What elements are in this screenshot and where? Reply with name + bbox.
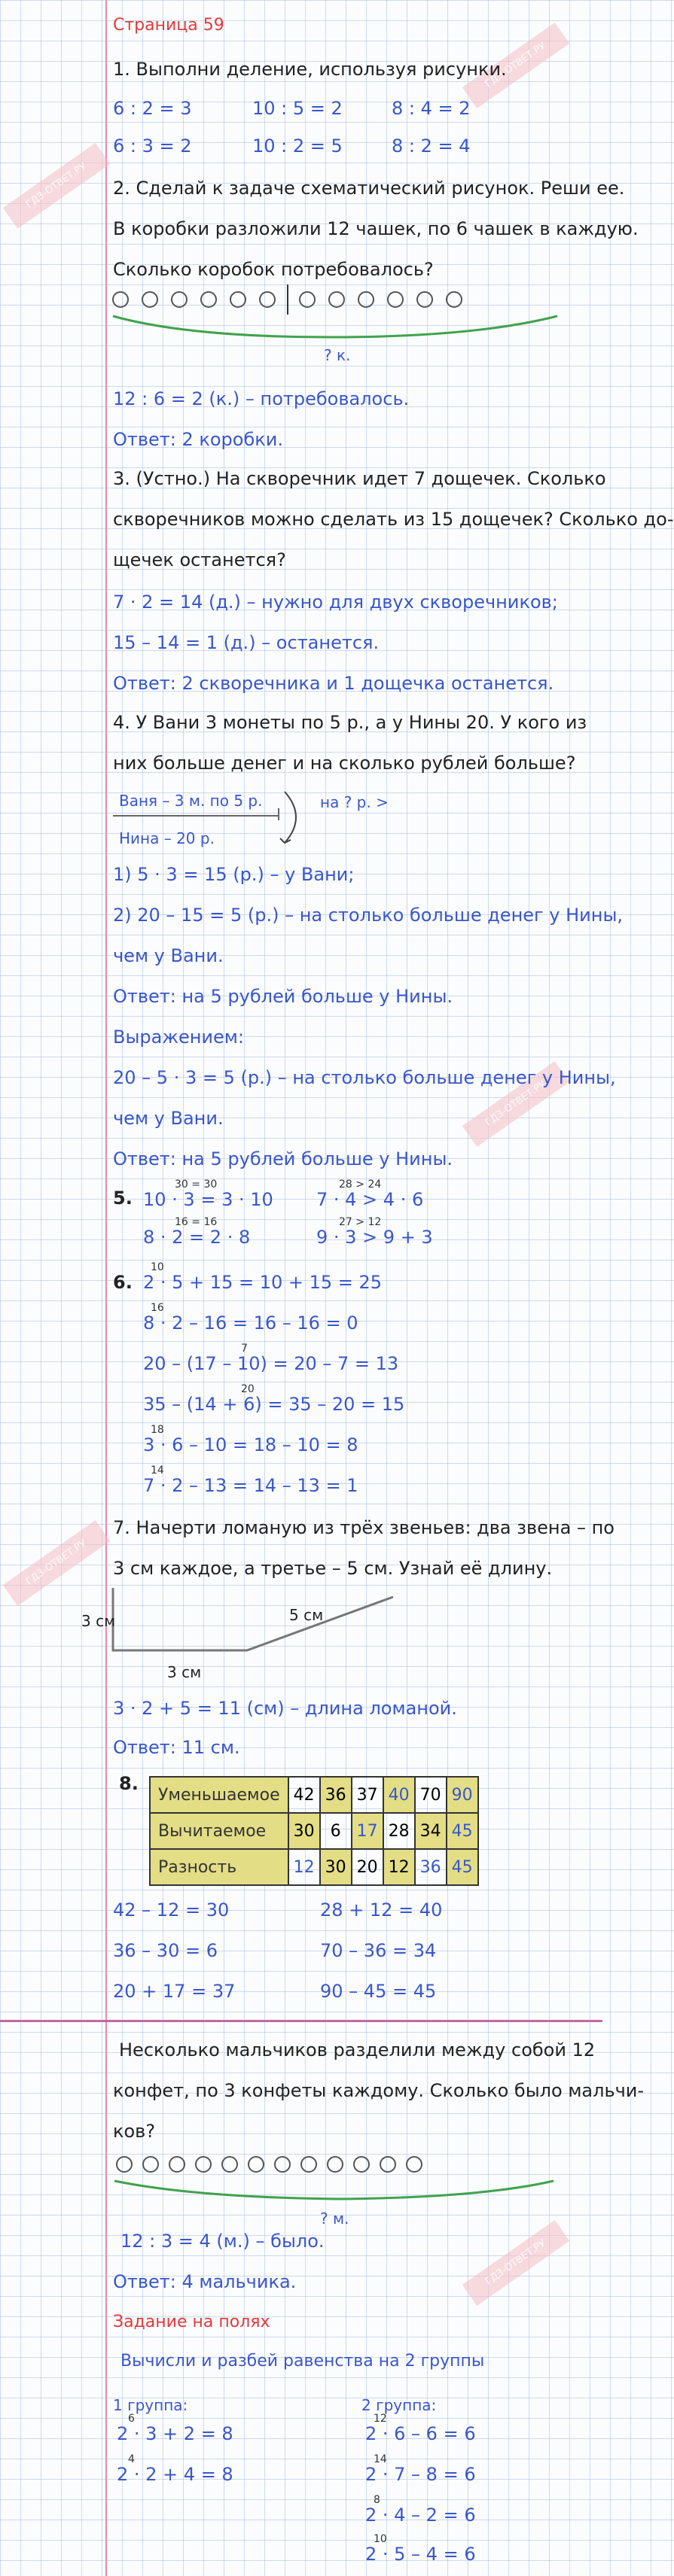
task1-title: 1. Выполни деление, используя рисунки. <box>113 59 507 80</box>
task5-expr: 7 · 4 > 4 · 6 <box>316 1189 424 1210</box>
task4-solution: чем у Вани. <box>113 945 224 966</box>
task8-calc: 90 – 45 = 45 <box>320 1981 437 2002</box>
scheme-nina: Нина – 20 р. <box>119 829 215 847</box>
table-cell: 70 <box>415 1777 447 1813</box>
task2-text: 2. Сделай к задаче схематический рисунок. Реши ее. <box>113 178 625 199</box>
group2-expr: 2 · 4 – 2 = 6 <box>365 2505 476 2526</box>
page-title: Страница 59 <box>113 16 224 35</box>
group1-title: 1 группа: <box>113 2396 188 2414</box>
group2-title: 2 группа: <box>361 2396 437 2414</box>
task3-text: скворечников можно сделать из 15 дощечек? Сколько до- <box>113 509 674 530</box>
table-cell: 20 <box>352 1849 383 1885</box>
task8-calc: 36 – 30 = 6 <box>113 1940 218 1961</box>
watermark: ГДЗ-ОТВЕТ.РУ <box>3 143 110 229</box>
group1-expr: 2 · 2 + 4 = 8 <box>117 2464 233 2485</box>
task7-text: 7. Начерти ломаную из трёх звеньев: два звена – по <box>113 1517 615 1538</box>
task3-text: щечек останется? <box>113 549 286 570</box>
task5-note: 28 > 24 <box>339 1179 382 1191</box>
task6-expr: 2 · 5 + 15 = 10 + 15 = 25 <box>143 1272 383 1293</box>
watermark: ГДЗ-ОТВЕТ.РУ <box>462 23 569 108</box>
margin-task-subtitle: Вычисли и разбей равенства на 2 группы <box>120 2352 485 2371</box>
brace-label: ? к. <box>324 346 351 364</box>
segment-label: 5 см <box>289 1606 324 1624</box>
table-cell: 30 <box>320 1849 352 1885</box>
task4-solution: 2) 20 – 15 = 5 (р.) – на столько больше денег у Нины, <box>113 905 624 926</box>
watermark: ГДЗ-ОТВЕТ.РУ <box>462 2220 569 2306</box>
task1-cell: 10 : 5 = 2 <box>252 98 343 119</box>
group-note: 4 <box>128 2453 135 2465</box>
extra-text: конфет, по 3 конфеты каждому. Сколько было мальчи- <box>113 2080 645 2101</box>
task5-number: 5. <box>113 1188 133 1209</box>
task6-note: 18 <box>151 1424 164 1436</box>
task8-calc: 42 – 12 = 30 <box>113 1899 230 1921</box>
task6-note: 10 <box>151 1261 164 1273</box>
task6-note: 20 <box>241 1383 255 1395</box>
group-note: 10 <box>374 2533 387 2545</box>
task1-cell: 10 : 2 = 5 <box>252 135 343 157</box>
task3-solution: 7 · 2 = 14 (д.) – нужно для двух скворечников; <box>113 592 558 613</box>
table-row <box>150 1813 478 1849</box>
task6-note: 7 <box>241 1343 248 1355</box>
watermark: ГДЗ-ОТВЕТ.РУ <box>3 1520 110 1606</box>
group-note: 14 <box>374 2453 387 2465</box>
table-cell: 40 <box>383 1777 415 1813</box>
task2-answer: Ответ: 2 коробки. <box>113 429 283 450</box>
extra-answer: Ответ: 4 мальчика. <box>113 2271 297 2292</box>
task8-calc: 70 – 36 = 34 <box>320 1940 437 1961</box>
task3-solution: 15 – 14 = 1 (д.) – останется. <box>113 632 380 653</box>
table-row <box>150 1849 478 1885</box>
table-cell: 12 <box>288 1849 320 1885</box>
group-note: 8 <box>374 2494 380 2506</box>
task5-note: 27 > 12 <box>339 1216 382 1228</box>
task7-solution: 3 · 2 + 5 = 11 (см) – длина ломаной. <box>113 1698 457 1719</box>
group1-expr: 2 · 3 + 2 = 8 <box>117 2423 233 2444</box>
table-cell: 42 <box>288 1777 320 1813</box>
task8-calc: 28 + 12 = 40 <box>320 1899 443 1921</box>
task4-solution: 1) 5 · 3 = 15 (р.) – у Вани; <box>113 864 355 885</box>
task8-calc: 20 + 17 = 37 <box>113 1981 236 2002</box>
task3-answer: Ответ: 2 скворечника и 1 дощечка останется. <box>113 673 554 694</box>
group2-expr: 2 · 6 – 6 = 6 <box>365 2423 476 2444</box>
table-cell: 36 <box>320 1777 352 1813</box>
task6-expr: 7 · 2 – 13 = 14 – 13 = 1 <box>143 1475 358 1496</box>
task5-note: 16 = 16 <box>175 1216 218 1228</box>
task4-solution: чем у Вани. <box>113 1108 224 1129</box>
watermark: ГДЗ-ОТВЕТ.РУ <box>462 1061 569 1147</box>
segment-label: 3 см <box>81 1612 116 1630</box>
task1-cell: 6 : 3 = 2 <box>113 135 192 157</box>
table-cell: 34 <box>415 1813 447 1849</box>
scheme-question: на ? р. > <box>320 793 389 811</box>
task7-text: 3 см каждое, а третье – 5 см. Узнай её длину. <box>113 1558 553 1579</box>
table-header: Разность <box>150 1849 288 1885</box>
table-header: Вычитаемое <box>150 1813 288 1849</box>
task1-cell: 8 : 2 = 4 <box>392 135 471 157</box>
table-cell: 6 <box>320 1813 352 1849</box>
task4-answer: Ответ: на 5 рублей больше у Нины. <box>113 1148 453 1169</box>
table-cell: 37 <box>352 1777 383 1813</box>
task4-text: них больше денег и на сколько рублей больше? <box>113 753 576 774</box>
table-cell: 45 <box>447 1849 478 1885</box>
task3-text: 3. (Устно.) На скворечник идет 7 дощечек. Сколько <box>113 468 606 489</box>
task5-expr: 10 · 3 = 3 · 10 <box>143 1189 273 1210</box>
task6-number: 6. <box>113 1272 133 1293</box>
table-cell: 28 <box>383 1813 415 1849</box>
task7-answer: Ответ: 11 см. <box>113 1737 240 1758</box>
group-note: 12 <box>374 2413 387 2425</box>
margin-task-title: Задание на полях <box>113 2313 270 2331</box>
task6-expr: 8 · 2 – 16 = 16 – 16 = 0 <box>143 1312 358 1334</box>
group-note: 6 <box>128 2413 135 2425</box>
brace-label: ? м. <box>320 2210 349 2228</box>
task2-text: Сколько коробок потребовалось? <box>113 259 434 280</box>
group2-expr: 2 · 5 – 4 = 6 <box>365 2544 476 2565</box>
section-divider <box>0 2020 602 2022</box>
task1-cell: 6 : 2 = 3 <box>113 98 192 119</box>
task2-text: В коробки разложили 12 чашек, по 6 чашек в каждую. <box>113 218 639 239</box>
task4-solution: 20 – 5 · 3 = 5 (р.) – на столько больше денег у Нины, <box>113 1067 616 1088</box>
task1-cell: 8 : 4 = 2 <box>392 98 471 119</box>
task5-expr: 8 · 2 = 2 · 8 <box>143 1227 251 1248</box>
task6-expr: 35 – (14 + 6) = 35 – 20 = 15 <box>143 1394 405 1415</box>
task6-note: 14 <box>151 1464 164 1477</box>
table-row <box>150 1777 478 1813</box>
extra-text: Несколько мальчиков разделили между собой 12 <box>119 2039 596 2060</box>
task5-expr: 9 · 3 > 9 + 3 <box>316 1227 433 1248</box>
task4-answer: Ответ: на 5 рублей больше у Нины. <box>113 986 453 1007</box>
task2-solution: 12 : 6 = 2 (к.) – потребовалось. <box>113 388 410 409</box>
task6-note: 16 <box>151 1302 164 1314</box>
group2-expr: 2 · 7 – 8 = 6 <box>365 2464 476 2485</box>
table-cell: 90 <box>447 1777 478 1813</box>
task8-number: 8. <box>119 1773 139 1794</box>
task4-text: 4. У Вани 3 монеты по 5 р., а у Нины 20. У кого из <box>113 712 587 733</box>
table-cell: 36 <box>415 1849 447 1885</box>
task6-expr: 3 · 6 – 10 = 18 – 10 = 8 <box>143 1434 358 1455</box>
extra-solution: 12 : 3 = 4 (м.) – было. <box>120 2231 325 2252</box>
task5-note: 30 = 30 <box>175 1179 218 1191</box>
scheme-vanya: Ваня – 3 м. по 5 р. <box>119 792 263 810</box>
subtraction-table <box>149 1776 479 1886</box>
table-cell: 45 <box>447 1813 478 1849</box>
segment-label: 3 см <box>167 1663 202 1681</box>
table-header: Уменьшаемое <box>150 1777 288 1813</box>
page-margin-line <box>105 0 107 2576</box>
table-cell: 17 <box>352 1813 383 1849</box>
table-cell: 12 <box>383 1849 415 1885</box>
table-cell: 30 <box>288 1813 320 1849</box>
extra-text: ков? <box>113 2121 156 2142</box>
task4-solution: Выражением: <box>113 1026 244 1048</box>
task6-expr: 20 – (17 – 10) = 20 – 7 = 13 <box>143 1353 399 1374</box>
